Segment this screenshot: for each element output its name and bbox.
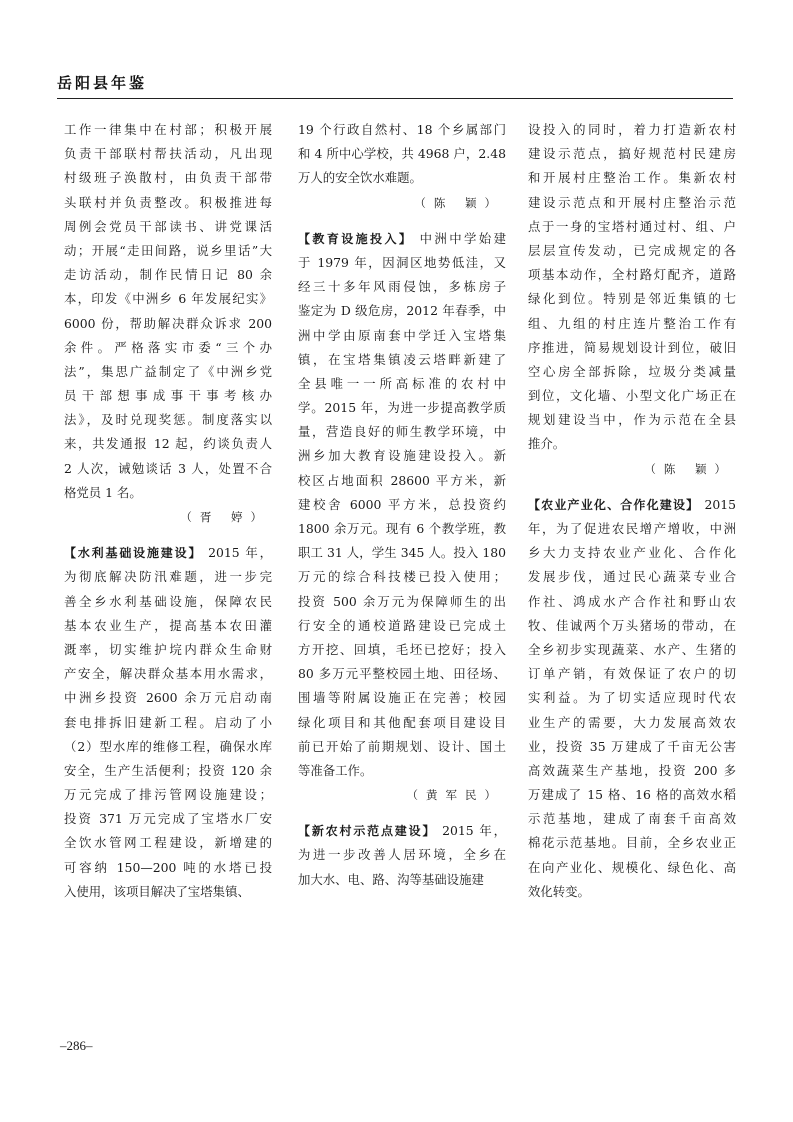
text-line: 行安全的通校道路建设已完成土: [298, 617, 506, 633]
text-line: 溉率，切实维护垸内群众生命财: [64, 641, 272, 657]
text-line: 职工 31 人，学生 345 人。投入 180: [298, 545, 506, 561]
text-line: 鉴定为 D 级危房，2012 年春季，中: [298, 303, 506, 319]
text-line: 法”，集思广益制定了《中洲乡党: [64, 363, 272, 379]
text-line: 和 4 所中心学校，共 4968 户，2.48: [298, 146, 506, 162]
text-line: 乡大力支持农业产业化、合作化: [528, 545, 736, 561]
text-line: 全县唯一一所高标准的农村中: [298, 375, 506, 391]
text-column-3: [528, 118, 736, 904]
text-line: [298, 227, 506, 251]
text-line: 周例会党员干部读书、讲党课活: [64, 218, 272, 234]
text-line: 建设示范点和开展村庄整治示范: [528, 194, 736, 210]
text-line: 全饮水管网工程建设，新增建的: [64, 835, 272, 851]
text-line: 6000 份，帮助解决群众诉求 200: [64, 315, 272, 331]
text-line: 为彻底解决防汛难题，进一步完: [64, 569, 272, 585]
text-line: 实利益。为了切实适应现时代农: [528, 690, 736, 706]
paragraph: [64, 118, 272, 505]
text-line: 镇，在宝塔集镇凌云塔畔新建了: [298, 351, 506, 367]
text-line: 效化转变。: [528, 883, 590, 899]
text-line: 方开挖、回填，毛坯已挖好；投入: [298, 641, 506, 657]
text-line: 投资 500 余万元为保障师生的出: [298, 593, 506, 609]
text-line: 余件。严格落实市委“三个办: [64, 339, 272, 355]
text-line: 量，营造良好的师生教学环境，中: [298, 424, 506, 440]
text-line: 走访活动，制作民情日记 80 余: [64, 267, 272, 283]
heading-continuation: 2015 年，: [202, 545, 272, 561]
text-line: 来，共发通报 12 起，约谈负责人: [64, 436, 272, 452]
text-line: 头联村并负责整改。积极推进每: [64, 194, 272, 210]
text-line: 投资 371 万元完成了宝塔水厂安: [64, 811, 272, 827]
section-heading: 【教育设施投入】: [298, 231, 414, 246]
text-line: 序推进，简易规划设计到位，破旧: [528, 339, 736, 355]
author-signature: （胥 婷）: [180, 510, 270, 524]
text-line: 到位，文化墙、小型文化广场正在: [528, 388, 736, 404]
paragraph: [528, 493, 736, 904]
text-line: 入使用，该项目解决了宝塔集镇、: [64, 883, 250, 899]
text-column-2: [298, 118, 506, 892]
text-line: （2）型水库的维修工程，确保水库: [64, 738, 272, 754]
text-line: 等准备工作。: [298, 762, 373, 778]
text-line: 万建成了 15 格、16 格的高效水稻: [528, 787, 736, 803]
header-rule: [57, 98, 733, 99]
text-line: [528, 493, 736, 517]
author-signature: （陈 颖）: [644, 461, 734, 476]
text-line: 业，投资 35 万建成了千亩无公害: [528, 738, 736, 754]
text-line: 1800 余万元。现有 6 个教学班，教: [298, 521, 506, 536]
text-line: 棉花示范基地。目前，全乡农业正: [528, 835, 736, 851]
text-line: 发展步伐，通过民心蔬菜专业合: [528, 569, 736, 585]
text-line: 套电排拆旧建新工程。启动了小: [64, 714, 272, 730]
heading-continuation: 中洲中学始建: [413, 230, 506, 246]
text-line: 安全，生产生活便利；投资 120 余: [64, 762, 272, 778]
text-line: 订单产销，有效保证了农户的切: [528, 666, 736, 682]
text-line: 项基本动作，全村路灯配齐，道路: [528, 267, 736, 283]
text-line: 本，印发《中洲乡 6 年发展纪实》: [64, 291, 272, 307]
text-line: 万元的综合科技楼已投入使用；: [298, 569, 506, 585]
text-line: 19 个行政自然村、18 个乡属部门: [298, 122, 506, 137]
text-line: 动；开展“走田间路，说乡里话”大: [64, 242, 272, 258]
section-heading: 【新农村示范点建设】: [298, 824, 437, 839]
text-line: 规划建设当中，作为示范在全县: [528, 412, 736, 428]
author-signature: （陈 颖）: [414, 195, 504, 210]
text-line: 高效蔬菜生产基地，投资 200 多: [528, 762, 736, 778]
text-line: 可容纳 150—200 吨的水塔已投: [64, 859, 272, 875]
text-line: [64, 541, 272, 565]
text-line: 万元完成了排污管网设施建设；: [64, 787, 272, 803]
paragraph: [298, 118, 506, 191]
text-line: 作社、鸿成水产合作社和野山农: [528, 593, 736, 609]
text-line: 牧、佳诚两个万头猪场的带动，在: [528, 617, 736, 633]
text-line: 年，为了促进农民增产增收，中洲: [528, 521, 736, 536]
text-line: [298, 819, 506, 843]
author-signature: （黄军民）: [406, 788, 504, 803]
text-line: 示范基地，建成了南套千亩高效: [528, 811, 736, 827]
text-line: 万人的安全饮水难题。: [298, 170, 422, 186]
text-line: 加大水、电、路、沟等基础设施建: [298, 871, 484, 887]
text-line: 格党员 1 名。: [64, 484, 142, 500]
text-line: 围墙等附属设施正在完善；校园: [298, 690, 506, 706]
text-line: 负责干部联村帮扶活动，凡出现: [64, 146, 272, 162]
text-line: 推介。: [528, 436, 566, 452]
text-line: 组、九组的村庄连片整治工作有: [528, 315, 736, 331]
text-line: 基本农业生产，提高基本农田灌: [64, 617, 272, 633]
text-line: 产安全，解决群众基本用水需求，: [64, 666, 272, 682]
text-line: 善全乡水利基础设施，保障农民: [64, 593, 272, 609]
text-line: 绿化项目和其他配套项目建设目: [298, 714, 506, 730]
text-line: 于 1979 年，因洞区地势低洼，又: [298, 254, 506, 270]
text-line: 洲中学由原南套中学迁入宝塔集: [298, 327, 506, 343]
yearbook-title: 岳阳县年鉴: [57, 74, 148, 92]
text-column-1: [64, 118, 272, 904]
paragraph: [64, 541, 272, 904]
text-line: 绿化到位。特别是邻近集镇的七: [528, 291, 736, 307]
text-line: 层层宣传发动，已完成规定的各: [528, 242, 736, 258]
text-line: 员干部想事成事干事考核办: [64, 388, 272, 404]
text-line: 学。2015 年，为进一步提高教学质: [298, 400, 506, 416]
text-line: 建设示范点，搞好规范村民建房: [528, 146, 736, 162]
section-heading: 【农业产业化、合作化建设】: [528, 497, 700, 512]
text-line: 工作一律集中在村部；积极开展: [64, 122, 272, 137]
text-line: 洲乡加大教育设施建设投入。新: [298, 448, 506, 464]
text-line: 全乡初步实现蔬菜、水产、生猪的: [528, 641, 736, 657]
text-line: 中洲乡投资 2600 余万元启动南: [64, 690, 272, 706]
text-line: 前已开始了前期规划、设计、国土: [298, 738, 506, 754]
text-line: 和开展村庄整治工作。集新农村: [528, 170, 736, 186]
text-line: 空心房全部拆除，垃圾分类减量: [528, 363, 736, 379]
text-line: 设投入的同时，着力打造新农村: [528, 122, 736, 137]
heading-continuation: 2015: [699, 496, 736, 512]
text-line: 业生产的需要，大力发展高效农: [528, 714, 736, 730]
text-line: 经三十多年风雨侵蚀，多栋房子: [298, 279, 506, 295]
text-line: 为进一步改善人居环境，全乡在: [298, 847, 506, 863]
text-line: 80 多万元平整校园土地、田径场、: [298, 666, 506, 682]
text-line: 2 人次，诫勉谈话 3 人，处置不合: [64, 460, 272, 476]
text-line: 村级班子涣散村，由负责干部带: [64, 170, 272, 186]
text-line: 在向产业化、规模化、绿色化、高: [528, 859, 736, 875]
section-heading: 【水利基础设施建设】: [64, 546, 203, 561]
heading-continuation: 2015 年，: [436, 823, 506, 839]
text-line: 法》，及时兑现奖惩。制度落实以: [64, 412, 272, 428]
paragraph: [298, 227, 506, 783]
page-number: –286–: [60, 1038, 93, 1053]
paragraph: [298, 819, 506, 892]
text-line: 建校舍 6000 平方米，总投资约: [298, 496, 506, 512]
text-line: 校区占地面积 28600 平方米，新: [298, 472, 506, 488]
text-line: 点于一身的宝塔村通过村、组、户: [528, 218, 736, 234]
paragraph: [528, 118, 736, 457]
